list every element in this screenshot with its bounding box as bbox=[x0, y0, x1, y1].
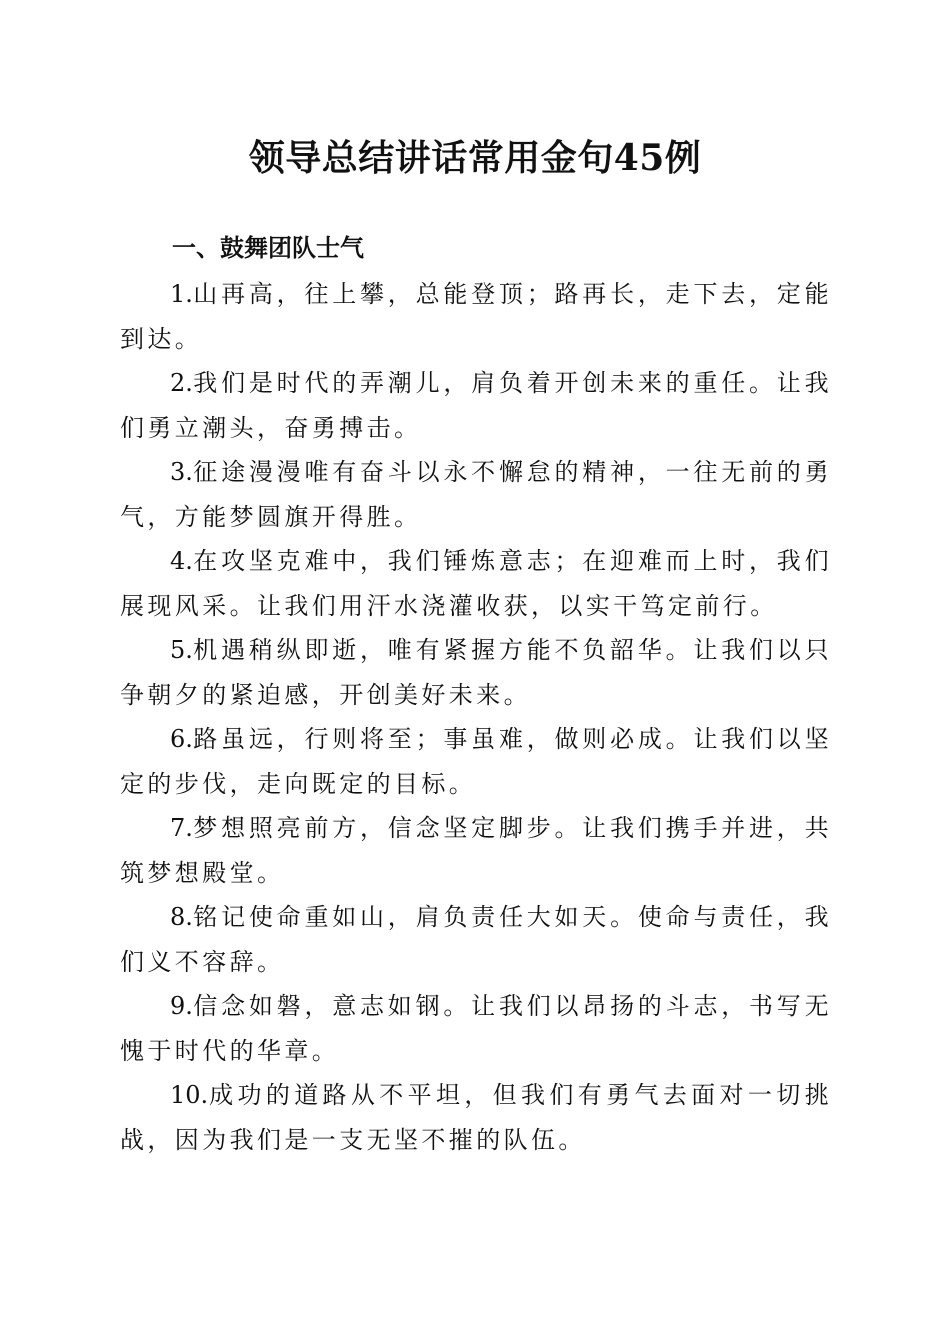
list-item bbox=[120, 361, 832, 450]
item-number: 9. bbox=[170, 992, 193, 1020]
list-item bbox=[120, 717, 832, 806]
item-number: 3. bbox=[170, 458, 193, 486]
item-text: 信念如磐，意志如钢。让我们以昂扬的斗志，书写无愧于时代的华章。 bbox=[120, 992, 832, 1065]
item-text: 征途漫漫唯有奋斗以永不懈怠的精神，一往无前的勇气，方能梦圆旗开得胜。 bbox=[120, 458, 832, 531]
item-text: 山再高，往上攀，总能登顶；路再长，走下去，定能到达。 bbox=[120, 280, 832, 353]
document-body bbox=[120, 226, 832, 1162]
section-heading: 一、鼓舞团队士气 bbox=[172, 234, 364, 262]
item-text: 铭记使命重如山，肩负责任大如天。使命与责任，我们义不容辞。 bbox=[120, 903, 832, 976]
list-item bbox=[120, 1073, 832, 1162]
item-text: 路虽远，行则将至；事虽难，做则必成。让我们以坚定的步伐，走向既定的目标。 bbox=[120, 725, 832, 798]
list-item bbox=[120, 628, 832, 717]
document-title: 领导总结讲话常用金句45例 bbox=[248, 137, 702, 179]
item-text: 机遇稍纵即逝，唯有紧握方能不负韶华。让我们以只争朝夕的紧迫感，开创美好未来。 bbox=[120, 636, 832, 709]
item-text: 成功的道路从不平坦，但我们有勇气去面对一切挑战，因为我们是一支无坚不摧的队伍。 bbox=[120, 1081, 832, 1154]
item-number: 6. bbox=[170, 725, 193, 753]
item-number: 10. bbox=[170, 1081, 209, 1109]
item-text: 我们是时代的弄潮儿，肩负着开创未来的重任。让我们勇立潮头，奋勇搏击。 bbox=[120, 369, 832, 442]
item-number: 1. bbox=[170, 280, 193, 308]
list-item bbox=[120, 806, 832, 895]
item-number: 4. bbox=[170, 547, 193, 575]
item-text: 梦想照亮前方，信念坚定脚步。让我们携手并进，共筑梦想殿堂。 bbox=[120, 814, 832, 887]
item-number: 7. bbox=[170, 814, 193, 842]
item-number: 5. bbox=[170, 636, 193, 664]
item-text: 在攻坚克难中，我们锤炼意志；在迎难而上时，我们展现风采。让我们用汗水浇灌收获，以实干笃定前行。 bbox=[120, 547, 832, 620]
list-item bbox=[120, 984, 832, 1073]
list-item bbox=[120, 895, 832, 984]
list-item bbox=[120, 450, 832, 539]
item-number: 8. bbox=[170, 903, 193, 931]
list-item bbox=[120, 272, 832, 361]
item-number: 2. bbox=[170, 369, 193, 397]
list-item bbox=[120, 539, 832, 628]
